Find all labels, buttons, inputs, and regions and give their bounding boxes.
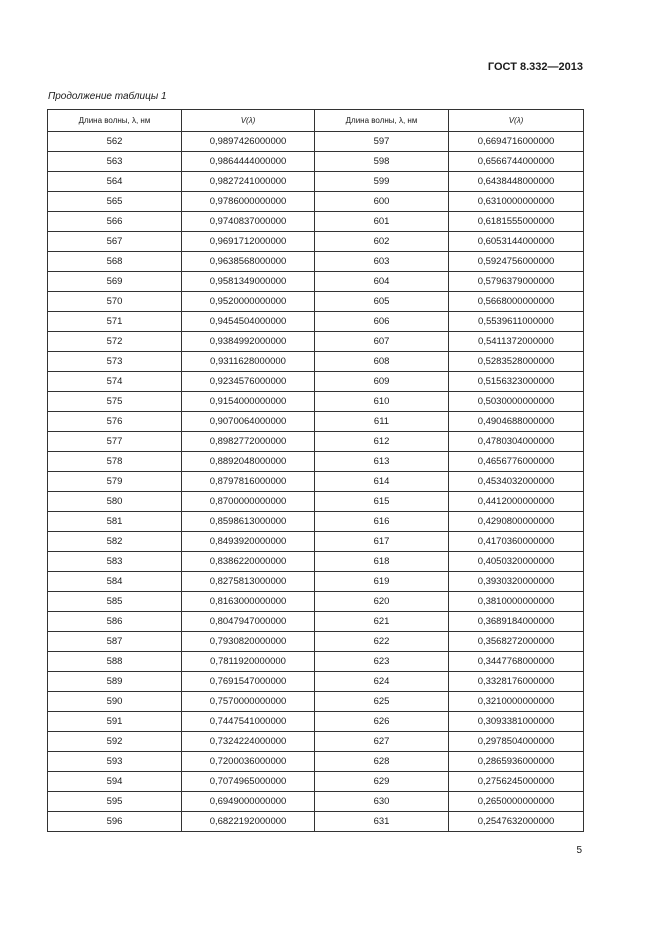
table-row: [48, 672, 584, 692]
wavelength-left-cell: 587: [48, 632, 182, 652]
wavelength-right-cell: 602: [315, 232, 449, 252]
v-lambda-right-cell: 0,5411372000000: [449, 332, 584, 352]
wavelength-left-cell: 593: [48, 752, 182, 772]
v-lambda-left-cell: 0,6822192000000: [182, 812, 315, 832]
wavelength-right-cell: 604: [315, 272, 449, 292]
wavelength-right-cell: 608: [315, 352, 449, 372]
wavelength-left-cell: 577: [48, 432, 182, 452]
spectral-table: [47, 109, 584, 832]
v-lambda-right-cell: 0,4170360000000: [449, 532, 584, 552]
v-lambda-right-cell: 0,5283528000000: [449, 352, 584, 372]
table-row: [48, 332, 584, 352]
table-header-row: [48, 110, 584, 132]
v-lambda-left-cell: 0,7691547000000: [182, 672, 315, 692]
wavelength-left-cell: 581: [48, 512, 182, 532]
v-lambda-left-cell: 0,7811920000000: [182, 652, 315, 672]
table-row: [48, 312, 584, 332]
wavelength-left-cell: 567: [48, 232, 182, 252]
table-row: [48, 652, 584, 672]
table-row: [48, 792, 584, 812]
v-lambda-left-cell: 0,9070064000000: [182, 412, 315, 432]
wavelength-right-cell: 630: [315, 792, 449, 812]
header-wavelength-right: Длина волны, λ, нм: [315, 110, 449, 132]
table-row: [48, 272, 584, 292]
v-lambda-right-cell: 0,6694716000000: [449, 132, 584, 152]
v-lambda-left-cell: 0,8797816000000: [182, 472, 315, 492]
v-lambda-left-cell: 0,9520000000000: [182, 292, 315, 312]
v-lambda-left-cell: 0,7074965000000: [182, 772, 315, 792]
wavelength-right-cell: 606: [315, 312, 449, 332]
wavelength-right-cell: 625: [315, 692, 449, 712]
v-lambda-right-cell: 0,5796379000000: [449, 272, 584, 292]
table-row: [48, 812, 584, 832]
table-row: [48, 172, 584, 192]
v-lambda-right-cell: 0,4412000000000: [449, 492, 584, 512]
v-lambda-left-cell: 0,8982772000000: [182, 432, 315, 452]
header-v-lambda-left: V(λ): [182, 110, 315, 132]
table-row: [48, 512, 584, 532]
v-lambda-left-cell: 0,8598613000000: [182, 512, 315, 532]
v-lambda-right-cell: 0,2978504000000: [449, 732, 584, 752]
v-lambda-left-cell: 0,8163000000000: [182, 592, 315, 612]
v-lambda-left-cell: 0,9581349000000: [182, 272, 315, 292]
wavelength-right-cell: 631: [315, 812, 449, 832]
v-lambda-left-cell: 0,9864444000000: [182, 152, 315, 172]
wavelength-right-cell: 597: [315, 132, 449, 152]
v-lambda-right-cell: 0,2547632000000: [449, 812, 584, 832]
table-row: [48, 192, 584, 212]
v-lambda-right-cell: 0,3810000000000: [449, 592, 584, 612]
wavelength-left-cell: 578: [48, 452, 182, 472]
v-lambda-right-cell: 0,3447768000000: [449, 652, 584, 672]
wavelength-right-cell: 623: [315, 652, 449, 672]
wavelength-right-cell: 613: [315, 452, 449, 472]
v-lambda-right-cell: 0,3093381000000: [449, 712, 584, 732]
v-lambda-right-cell: 0,6566744000000: [449, 152, 584, 172]
wavelength-left-cell: 594: [48, 772, 182, 792]
wavelength-left-cell: 591: [48, 712, 182, 732]
v-lambda-right-cell: 0,4050320000000: [449, 552, 584, 572]
table-row: [48, 612, 584, 632]
wavelength-right-cell: 605: [315, 292, 449, 312]
v-lambda-left-cell: 0,9897426000000: [182, 132, 315, 152]
wavelength-left-cell: 572: [48, 332, 182, 352]
table-row: [48, 212, 584, 232]
v-lambda-left-cell: 0,7200036000000: [182, 752, 315, 772]
wavelength-right-cell: 609: [315, 372, 449, 392]
wavelength-left-cell: 592: [48, 732, 182, 752]
wavelength-right-cell: 624: [315, 672, 449, 692]
v-lambda-left-cell: 0,6949000000000: [182, 792, 315, 812]
wavelength-right-cell: 610: [315, 392, 449, 412]
table-row: [48, 292, 584, 312]
v-lambda-right-cell: 0,5156323000000: [449, 372, 584, 392]
table-row: [48, 232, 584, 252]
v-lambda-right-cell: 0,6310000000000: [449, 192, 584, 212]
v-lambda-right-cell: 0,3328176000000: [449, 672, 584, 692]
v-lambda-left-cell: 0,9311628000000: [182, 352, 315, 372]
wavelength-left-cell: 562: [48, 132, 182, 152]
table-row: [48, 412, 584, 432]
wavelength-left-cell: 584: [48, 572, 182, 592]
wavelength-right-cell: 601: [315, 212, 449, 232]
v-lambda-right-cell: 0,3568272000000: [449, 632, 584, 652]
wavelength-right-cell: 616: [315, 512, 449, 532]
v-lambda-left-cell: 0,9154000000000: [182, 392, 315, 412]
v-lambda-right-cell: 0,4656776000000: [449, 452, 584, 472]
v-lambda-right-cell: 0,3689184000000: [449, 612, 584, 632]
v-lambda-right-cell: 0,6181555000000: [449, 212, 584, 232]
table-row: [48, 692, 584, 712]
table-row: [48, 372, 584, 392]
v-lambda-left-cell: 0,8275813000000: [182, 572, 315, 592]
v-lambda-left-cell: 0,8047947000000: [182, 612, 315, 632]
v-lambda-left-cell: 0,8892048000000: [182, 452, 315, 472]
v-lambda-right-cell: 0,6053144000000: [449, 232, 584, 252]
v-lambda-right-cell: 0,3210000000000: [449, 692, 584, 712]
wavelength-right-cell: 615: [315, 492, 449, 512]
v-lambda-left-cell: 0,9740837000000: [182, 212, 315, 232]
wavelength-right-cell: 600: [315, 192, 449, 212]
table-row: [48, 252, 584, 272]
wavelength-right-cell: 617: [315, 532, 449, 552]
wavelength-right-cell: 626: [315, 712, 449, 732]
v-lambda-left-cell: 0,9691712000000: [182, 232, 315, 252]
wavelength-right-cell: 621: [315, 612, 449, 632]
wavelength-left-cell: 575: [48, 392, 182, 412]
wavelength-left-cell: 564: [48, 172, 182, 192]
table-row: [48, 152, 584, 172]
v-lambda-right-cell: 0,3930320000000: [449, 572, 584, 592]
v-lambda-left-cell: 0,9384992000000: [182, 332, 315, 352]
table-caption: Продолжение таблицы 1: [48, 91, 167, 102]
header-v-lambda-right: V(λ): [449, 110, 584, 132]
v-lambda-left-cell: 0,9454504000000: [182, 312, 315, 332]
wavelength-right-cell: 628: [315, 752, 449, 772]
page-number: 5: [576, 845, 582, 856]
wavelength-right-cell: 627: [315, 732, 449, 752]
wavelength-right-cell: 598: [315, 152, 449, 172]
v-lambda-right-cell: 0,6438448000000: [449, 172, 584, 192]
wavelength-right-cell: 611: [315, 412, 449, 432]
table-row: [48, 752, 584, 772]
wavelength-left-cell: 595: [48, 792, 182, 812]
wavelength-left-cell: 568: [48, 252, 182, 272]
table-row: [48, 492, 584, 512]
v-lambda-left-cell: 0,7930820000000: [182, 632, 315, 652]
wavelength-left-cell: 582: [48, 532, 182, 552]
table-row: [48, 132, 584, 152]
wavelength-left-cell: 585: [48, 592, 182, 612]
table-row: [48, 352, 584, 372]
table-row: [48, 552, 584, 572]
table-row: [48, 392, 584, 412]
wavelength-left-cell: 565: [48, 192, 182, 212]
wavelength-right-cell: 618: [315, 552, 449, 572]
v-lambda-right-cell: 0,4904688000000: [449, 412, 584, 432]
v-lambda-left-cell: 0,9786000000000: [182, 192, 315, 212]
wavelength-right-cell: 619: [315, 572, 449, 592]
wavelength-left-cell: 576: [48, 412, 182, 432]
wavelength-right-cell: 599: [315, 172, 449, 192]
wavelength-left-cell: 566: [48, 212, 182, 232]
v-lambda-left-cell: 0,8386220000000: [182, 552, 315, 572]
table-row: [48, 712, 584, 732]
v-lambda-left-cell: 0,7570000000000: [182, 692, 315, 712]
wavelength-right-cell: 614: [315, 472, 449, 492]
table-row: [48, 772, 584, 792]
v-lambda-left-cell: 0,8493920000000: [182, 532, 315, 552]
v-lambda-right-cell: 0,2650000000000: [449, 792, 584, 812]
table-row: [48, 572, 584, 592]
wavelength-right-cell: 607: [315, 332, 449, 352]
wavelength-left-cell: 569: [48, 272, 182, 292]
table-row: [48, 532, 584, 552]
v-lambda-right-cell: 0,4290800000000: [449, 512, 584, 532]
wavelength-left-cell: 579: [48, 472, 182, 492]
table-row: [48, 452, 584, 472]
v-lambda-left-cell: 0,7447541000000: [182, 712, 315, 732]
v-lambda-right-cell: 0,4780304000000: [449, 432, 584, 452]
wavelength-left-cell: 573: [48, 352, 182, 372]
v-lambda-left-cell: 0,8700000000000: [182, 492, 315, 512]
table-row: [48, 432, 584, 452]
table-row: [48, 472, 584, 492]
wavelength-right-cell: 612: [315, 432, 449, 452]
v-lambda-right-cell: 0,5924756000000: [449, 252, 584, 272]
wavelength-left-cell: 563: [48, 152, 182, 172]
wavelength-left-cell: 580: [48, 492, 182, 512]
v-lambda-right-cell: 0,2865936000000: [449, 752, 584, 772]
wavelength-left-cell: 589: [48, 672, 182, 692]
wavelength-left-cell: 586: [48, 612, 182, 632]
wavelength-left-cell: 596: [48, 812, 182, 832]
wavelength-right-cell: 603: [315, 252, 449, 272]
wavelength-left-cell: 583: [48, 552, 182, 572]
v-lambda-right-cell: 0,2756245000000: [449, 772, 584, 792]
table-row: [48, 732, 584, 752]
v-lambda-right-cell: 0,5668000000000: [449, 292, 584, 312]
wavelength-left-cell: 571: [48, 312, 182, 332]
wavelength-right-cell: 629: [315, 772, 449, 792]
wavelength-left-cell: 574: [48, 372, 182, 392]
v-lambda-right-cell: 0,4534032000000: [449, 472, 584, 492]
table-row: [48, 632, 584, 652]
wavelength-right-cell: 620: [315, 592, 449, 612]
wavelength-left-cell: 590: [48, 692, 182, 712]
wavelength-left-cell: 588: [48, 652, 182, 672]
v-lambda-left-cell: 0,7324224000000: [182, 732, 315, 752]
v-lambda-left-cell: 0,9638568000000: [182, 252, 315, 272]
v-lambda-right-cell: 0,5539611000000: [449, 312, 584, 332]
document-standard-number: ГОСТ 8.332—2013: [487, 61, 583, 73]
wavelength-left-cell: 570: [48, 292, 182, 312]
v-lambda-left-cell: 0,9827241000000: [182, 172, 315, 192]
v-lambda-right-cell: 0,5030000000000: [449, 392, 584, 412]
header-wavelength-left: Длина волны, λ, нм: [48, 110, 182, 132]
table-row: [48, 592, 584, 612]
v-lambda-left-cell: 0,9234576000000: [182, 372, 315, 392]
wavelength-right-cell: 622: [315, 632, 449, 652]
